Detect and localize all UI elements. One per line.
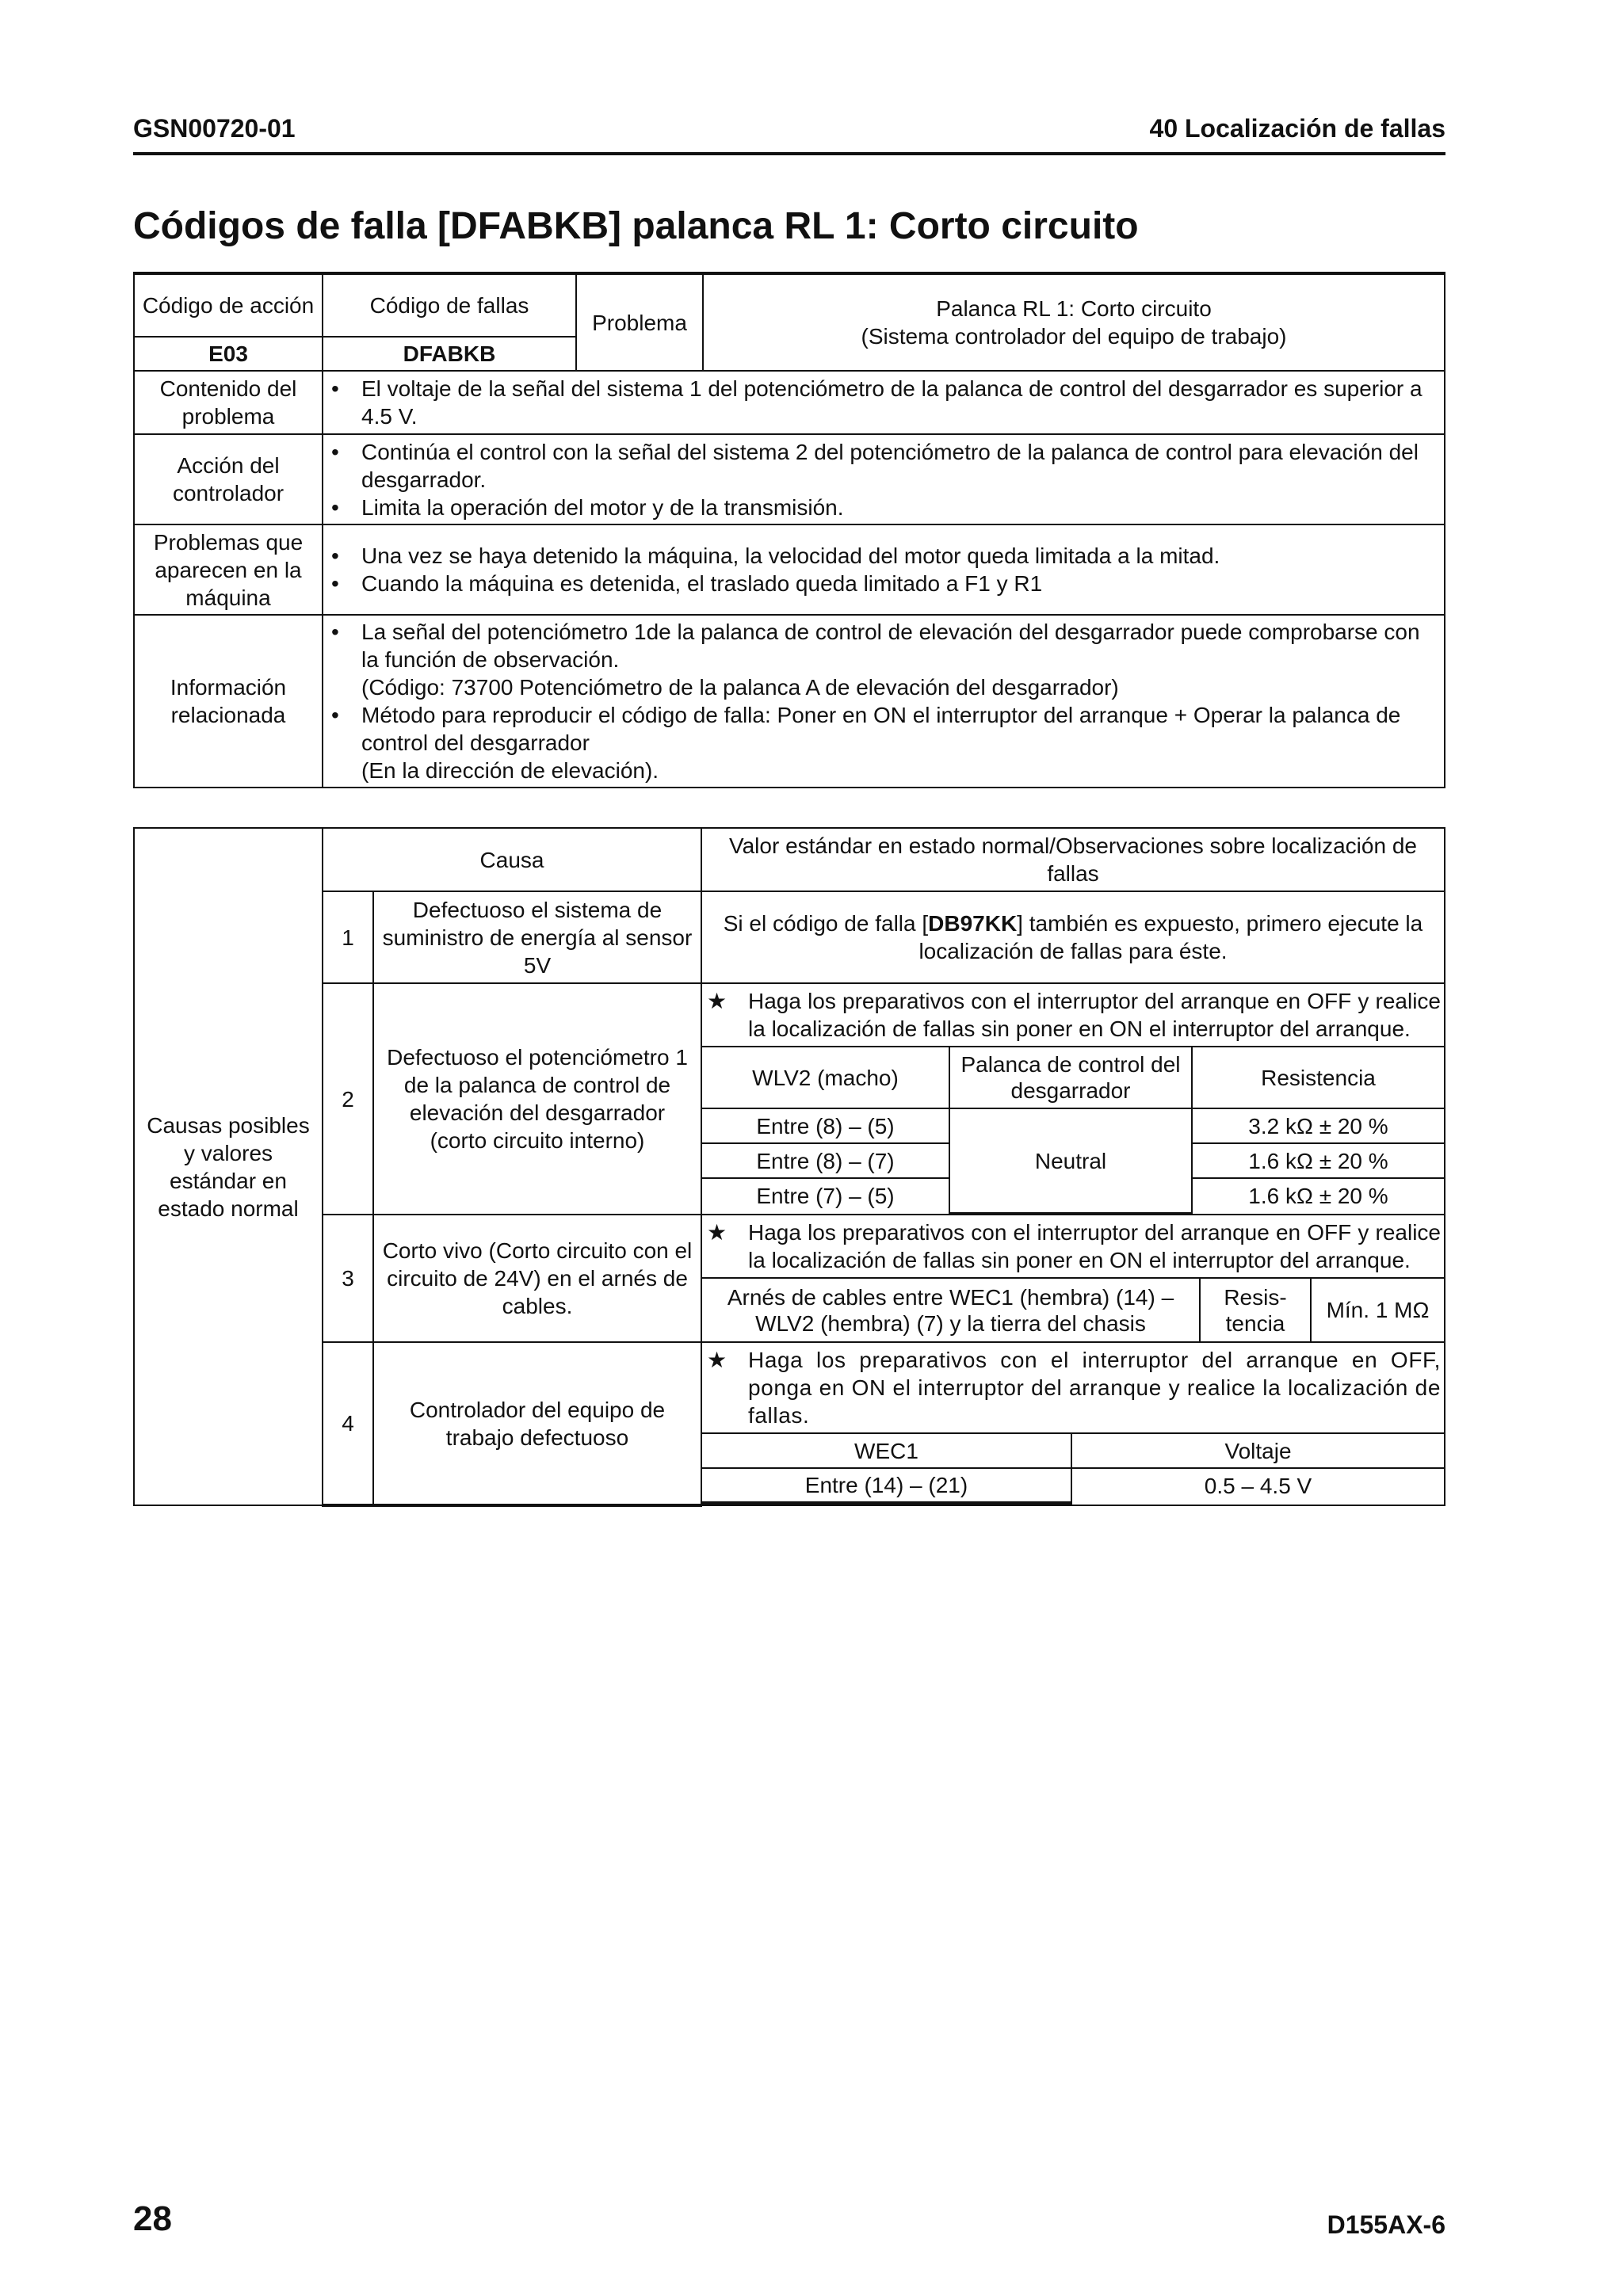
list-item: • Continúa el control con la señal del sistema 2 del potenciómetro de la palanca de control para elevación del desgarrador. [328, 438, 1439, 494]
problem-title-line1: Palanca RL 1: Corto circuito [936, 296, 1212, 321]
insulation-table [702, 1277, 1444, 1341]
bullet-icon: • [331, 620, 339, 644]
list-item: • Método para reproducir el código de falla: Poner en ON el interruptor del arranque + Operar la palanca de control del desgarrador (En la dirección de elevación). [328, 701, 1439, 784]
page-title: Códigos de falla [DFABKB] palanca RL 1: Corto circuito [133, 205, 1139, 247]
bullet-icon: • [331, 494, 339, 520]
table-cell: 1.6 kΩ ± 20 % [1192, 1143, 1444, 1178]
bullet-icon: • [331, 571, 339, 596]
row-label-controller-action: Acción del controlador [134, 434, 323, 524]
harness-cell: Arnés de cables entre WEC1 (hembra) (14) – WLV2 (hembra) (7) y la tierra del chasis [702, 1278, 1200, 1341]
cause-text: Defectuoso el sistema de suministro de energía al sensor 5V [373, 891, 701, 983]
cause-header: Causa [323, 828, 701, 891]
list-item: ★ Haga los preparativos con el interruptor del arranque en OFF y realice la localización de fallas sin poner en ON el interruptor del arranque. [702, 1215, 1444, 1277]
list-item: • El voltaje de la señal del sistema 1 del potenciómetro de la palanca de control del desgarrador es superior a 4.5 V. [328, 375, 1439, 430]
column-header: Resistencia [1192, 1047, 1444, 1108]
table-cell: Entre (8) – (7) [702, 1143, 949, 1178]
cause-text: Corto vivo (Corto circuito con el circuito de 24V) en el arnés de cables. [373, 1215, 701, 1342]
problem-content [323, 371, 1445, 434]
row-label-problem-content: Contenido del problema [134, 371, 323, 434]
fault-code-label: Código de fallas [323, 273, 576, 337]
list-item: • Una vez se haya detenido la máquina, la velocidad del motor queda limitada a la mitad. [328, 542, 1439, 570]
problem-label: Problema [576, 273, 703, 371]
header-section: 40 Localización de fallas [1149, 114, 1445, 143]
cause-text: Defectuoso el potenciómetro 1 de la palanca de control de elevación del desgarrador (corto circuito interno) [373, 983, 701, 1215]
bullet-icon: • [331, 703, 339, 727]
problem-title-line2: (Sistema controlador del equipo de trabajo) [861, 324, 1287, 349]
cause-number: 3 [323, 1215, 373, 1342]
voltage-table [702, 1432, 1444, 1505]
list-item: • La señal del potenciómetro 1de la palanca de control de elevación del desgarrador puede comprobarse con la función de observación. (Código: 73700 Potenciómetro de la palanca A de elevación del desgarrador) [328, 618, 1439, 701]
model-code: D155AX-6 [1327, 2210, 1445, 2239]
header-doc-code: GSN00720-01 [133, 114, 296, 143]
info-table [133, 272, 1445, 788]
column-header: WEC1 [702, 1433, 1071, 1468]
resistance-value: Mín. 1 MΩ [1311, 1278, 1444, 1341]
cause-note: Si el código de falla [DB97KK] también es expuesto, primero ejecute la localización de fallas para éste. [701, 891, 1445, 983]
header-rule [133, 152, 1445, 155]
bullet-icon: • [331, 543, 339, 568]
action-code-label: Código de acción [134, 273, 323, 337]
fault-code-ref: DB97KK [928, 911, 1018, 936]
controller-action [323, 434, 1445, 524]
column-header: WLV2 (macho) [702, 1047, 949, 1108]
row-label-related-info: Información relacionada [134, 615, 323, 788]
table-cell: 1.6 kΩ ± 20 % [1192, 1178, 1444, 1213]
table-cell: Entre (7) – (5) [702, 1178, 949, 1213]
star-icon: ★ [707, 989, 727, 1013]
table-cell: Entre (14) – (21) [702, 1468, 1071, 1503]
table-cell: 3.2 kΩ ± 20 % [1192, 1108, 1444, 1143]
lever-state: Neutral [949, 1108, 1192, 1213]
row-label-machine-problems: Problemas que aparecen en la máquina [134, 524, 323, 615]
fault-code: DFABKB [323, 337, 576, 371]
causes-left-label: Causas posibles y valores estándar en estado normal [134, 828, 323, 1505]
column-header: Palanca de control del desgarrador [949, 1047, 1192, 1108]
bullet-icon: • [331, 439, 339, 464]
star-icon: ★ [707, 1348, 727, 1372]
value-header: Valor estándar en estado normal/Observaciones sobre localización de fallas [701, 828, 1445, 891]
column-header: Voltaje [1071, 1433, 1444, 1468]
cause-number: 4 [323, 1342, 373, 1505]
cause-check [701, 983, 1445, 1215]
related-info [323, 615, 1445, 788]
cause-check [701, 1215, 1445, 1342]
list-item: ★ Haga los preparativos con el interruptor del arranque en OFF y realice la localización de fallas sin poner en ON el interruptor del arranque. [702, 984, 1444, 1046]
table-cell: 0.5 – 4.5 V [1071, 1468, 1444, 1503]
action-code: E03 [134, 337, 323, 371]
bullet-icon: • [331, 376, 339, 401]
causes-table [133, 827, 1445, 1507]
cause-number: 2 [323, 983, 373, 1215]
list-item: • Cuando la máquina es detenida, el traslado queda limitado a F1 y R1 [328, 570, 1439, 597]
resistance-label: Resis- tencia [1200, 1278, 1311, 1341]
cause-check [701, 1342, 1445, 1505]
resistance-table [702, 1046, 1444, 1214]
machine-problems [323, 524, 1445, 615]
list-item: ★ Haga los preparativos con el interruptor del arranque en OFF, ponga en ON el interruptor del arranque y realice la localización de fallas. [702, 1343, 1444, 1432]
problem-title [703, 273, 1445, 371]
table-cell: Entre (8) – (5) [702, 1108, 949, 1143]
star-icon: ★ [707, 1220, 727, 1245]
list-item: • Limita la operación del motor y de la transmisión. [328, 494, 1439, 521]
cause-number: 1 [323, 891, 373, 983]
page-number: 28 [133, 2199, 172, 2238]
cause-text: Controlador del equipo de trabajo defectuoso [373, 1342, 701, 1505]
